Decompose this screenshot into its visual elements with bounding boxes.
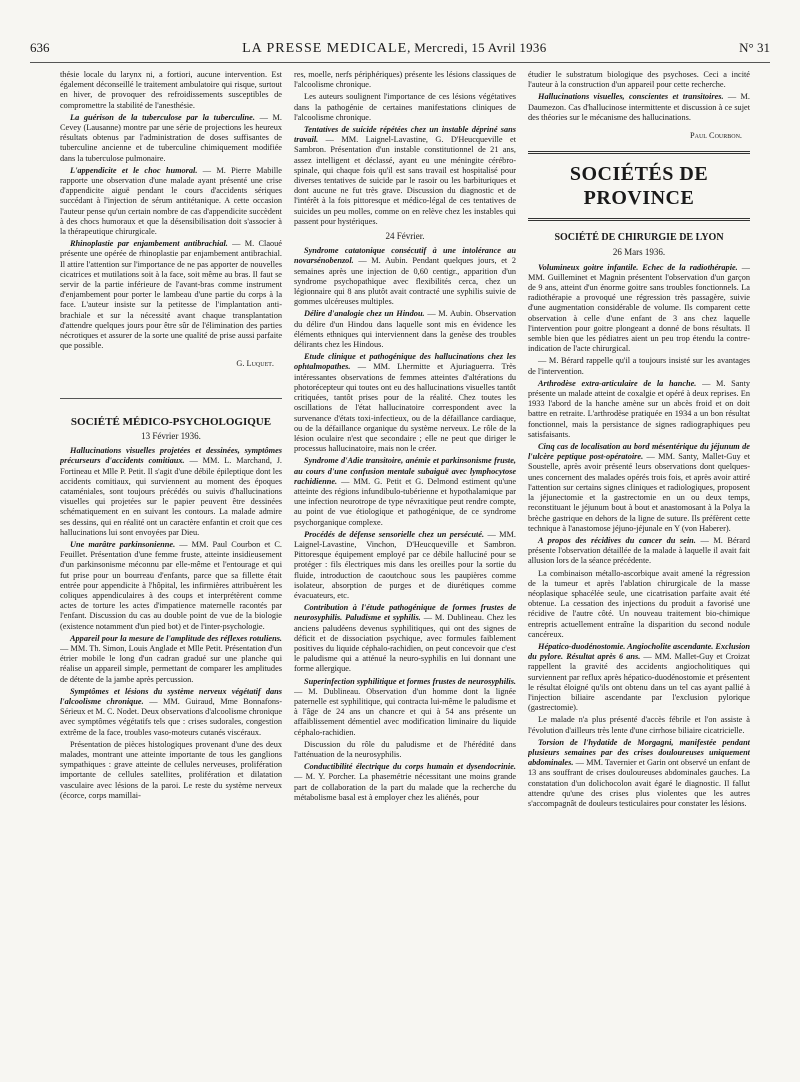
article-text: — MM. Guiraud, Mme Bonnafons-Sérieux et M. C. Nodet. Deux observations d'alcoolisme chronique avec symptômes végétatifs tels que : crises sudorales, congestion extrême de la face, troubles vaso-moteurs cutanés viscéraux. [60, 696, 282, 737]
paragraph: res, moelle, nerfs périphériques) présente les lésions classiques de l'alcoolisme chronique. [294, 70, 516, 90]
article-title: Une marâtre parkinsonienne. [70, 539, 176, 549]
paragraph: — M. Bérard rappelle qu'il a toujours insisté sur les avantages de l'intervention. [528, 356, 750, 376]
signature: Paul Courbon. [690, 131, 742, 141]
article [60, 446, 282, 538]
article [528, 442, 750, 534]
article-text: — MM. G. Petit et G. Delmond estiment qu'une atteinte des régions infundibulo-tubérienne et hypothalamique par une infection neurotrope de type névraxitique peut rendre compte, au point de vue étiologique et pathogénique, de ce syndrome psychorganique complexe. [294, 476, 516, 527]
article-title: La guérison de la tuberculose par la tuberculine. [70, 112, 255, 122]
article-title: A propos des récidives du cancer du sein. [538, 535, 696, 545]
article-text: — MM. Lhermitte et Ajuriaguerra. Très intéressantes observations de femmes atteintes d'altérations du photorécepteur qui toutes ont eu des hallucinations visuelles tantôt critiquées, tantôt prises pour de la réalité. Chez toutes les oscillations de l'état hallucinatoire correspondent avec la survenance d'états toxi-infectieux, ou de la défaillance cardiaque, ou de la défaillance organique du système nerveux. Le rôle de la lésion oculaire n'est que secondaire ; elle ne peut que diriger le processus hallucinatoire, mais non le créer. [294, 362, 516, 454]
article [60, 166, 282, 237]
section-title: SOCIÉTÉ DE CHIRURGIE DE LYON [554, 232, 724, 244]
masthead-center: LA PRESSE MEDICALE, Mercredi, 15 Avril 1936 [242, 40, 547, 56]
article-title: Conductibilité électrique du corps humain et dysendocrinie. [304, 762, 516, 772]
article-title: Appareil pour la mesure de l'amplitude des réflexes rotuliens. [70, 633, 282, 643]
article-title: Délire d'analogie chez un Hindou. [304, 309, 425, 319]
article-text: — M. Pierre Mabille rapporte une observation d'une malade ayant présenté une crise d'appendicite aiguë pendant le cours d'accidents sériques succédant à l'injection de sérum antitétanique. A cette occasion l'auteur pense qu'un certain nombre de cas d'appendicite succèdent à des chocs humoraux et que la désensibilisation doit s'associer à la thérapeutique chirurgicale. [60, 165, 282, 237]
article-text: — MM. Tavernier et Garin ont observé un enfant de 13 ans souffrant de crises douloureuses abdominales gauches. La constatation d'un dolichocolon avait égaré le diagnostic. Il fallut attendre qu'une des crises plus violentes que les autres s'accompagnât de douleurs testiculaires pour constater les lésions. [528, 758, 750, 808]
paragraph: Le malade n'a plus présenté d'accès fébrile et l'on assiste à l'évolution d'ailleurs très lente d'une cirrhose biliaire cicatricielle. [528, 715, 750, 735]
article [60, 239, 282, 351]
article-title: Arthrodèse extra-articulaire de la hanche. [538, 378, 697, 388]
paragraph: Les auteurs soulignent l'importance de ces lésions végétatives dans la pathogénie de certaines manifestations cliniques de l'alcoolisme chronique. [294, 92, 516, 122]
article [294, 762, 516, 803]
article-title: Syndrome d'Adie transitoire, anémie et parkinsonisme fruste, au cours d'une confusion mentale subaiguë avec lymphocytose rachidienne. [294, 456, 516, 486]
article-text: — M. Aubin. Pendant quelques jours, et 2 semaines après une injection de 0,60 centigr., apparition d'un syndrome psychopathique avec flexibilités cerca, chez un légionnaire qui 8 ans plutôt avait contracté une syphilis suivie de gommes ulcéreuses multiples. [294, 256, 516, 307]
article [528, 536, 750, 567]
page-number: 636 [30, 40, 50, 55]
article-title: Cinq cas de localisation au bord mésentérique du jéjunum de l'ulcère peptique post-opératoire. [528, 442, 750, 462]
article [528, 92, 750, 123]
article-text: — MM. Laignel-Lavastine, G. D'Heucqueville et Sambron. Présentation d'un instable constitutionnel de 21 ans, assez intelligent et déclassé, ayant eu une méningite cérébro-spinale, qui chaque fois qu'il est sans travail est hospitalisé pour diverses tentatives de suicide par le rasoir ou les barbituriques et dont aucune ne fut très grave. Discussion du diagnostic et de l'intérêt à la fois pittoresque et médico-légal de ces tentatives de suicides un peu molles, comme on en relève chez les instables qui passent pour hystériques. [294, 135, 516, 226]
article-text: — M. Dublineau. Observation d'un homme dont la lignée paternelle est syphilitique, qui contracta lui-même le paludisme et à l'âge de 24 ans un chancre et qui à 54 ans présente un affaiblissement démentiel avec modification liminaire du liquide céphalo-rachidien. [294, 686, 516, 737]
article [60, 113, 282, 164]
article-title: Etude clinique et pathogénique des hallucinations chez les ophtalmopathes. [294, 352, 516, 372]
article-text: — MM. Santy, Mallet-Guy et Soustelle, après avoir présenté leurs observations dont quelques-unes concernent des malades opérés trois fois, et après avoir attiré l'attention sur certains signes cliniques et radiologiques, proposent la jéjunectomie et la gastrectomie en un ou deux temps, reconstituant le jéjunum bout à bout et anastomosant à la Polya la brèche gastrique en dehors de la ligne de suture. Ils préfèrent cette technique à l'anastomose jéjuno-jéjunale en Y (von Haberer). [528, 452, 750, 533]
article [528, 263, 750, 355]
section-heading: SOCIÉTÉS DE PROVINCE [528, 151, 750, 221]
masthead [30, 40, 770, 63]
article-title: Hallucinations visuelles projetées et dessinées, symptômes précurseurs d'accidents comitiaux. [60, 446, 282, 466]
section-date: 26 Mars 1936. [612, 247, 666, 258]
article-text: — M. Santy présente un malade atteint de coxalgie et opéré à deux reprises. En 1933 l'abord de la hanche amène sur un abcès froid et on doit battre en retraite. L'arthrodèse pratiquée en 1934 a un bon résultat fonctionnel, mais la persistance de signes radiographiques peu satisfaisants. [528, 378, 750, 439]
article [528, 642, 750, 713]
article [294, 530, 516, 601]
article-title: Torsion de l'hydatide de Morgagni, manifestée pendant plusieurs semaines par des crises douloureuses uniquement abdominales. [528, 737, 750, 768]
article-title: L'appendicite et le choc humoral. [70, 165, 198, 175]
article-title: Syndrome catatonique consécutif à une intolérance au novarsénobenzol. [294, 246, 516, 266]
section-title: SOCIÉTÉ MÉDICO-PSYCHOLOGIQUE [60, 398, 282, 427]
article [60, 687, 282, 738]
section-date: 24 Février. [385, 231, 425, 242]
paragraph: étudier le substratum biologique des psychoses. Ceci a incité l'auteur à la construction d'un appareil pour cette recherche. [528, 70, 750, 90]
section-date: 13 Février 1936. [141, 430, 201, 441]
article-title: Contribution à l'étude pathogénique de formes frustes de neurosyphilis. Paludisme et syphilis. [294, 603, 516, 623]
article-text: — MM. Laignel-Lavastine, Vinchon, D'Heucqueville et Sambron. Pittoresque équipement employé par ce débile halluciné pour se protéger : fils électriques mis dans les oreilles pour la sortie du fluide, introduction de caoutchouc sous les paupières comme isolateur, absorption de purges et de diurétiques comme évacuateurs, etc. [294, 529, 516, 600]
issue-number: N° 31 [739, 40, 770, 55]
article-title: Hépatico-duodénostomie. Angiocholite ascendante. Exclusion du pylore. Résultat après 6 ans. [528, 641, 750, 662]
paragraph: La combinaison métallo-ascorbique avait amené la régression de la tumeur et après l'ablation chirurgicale de la masse néoplasique sphacélée seule, une cicatrisation parfaite avait été obtenue. La cessation des injections du produit a favorisé une récidive de l'autre côté. Un nouveau traitement bio-chimique entrepris actuellement entraîne la disparition du second nodule cancéreux. [528, 568, 750, 639]
column-3 [528, 70, 750, 1070]
article [528, 379, 750, 440]
paragraph: Discussion du rôle du paludisme et de l'hérédité dans l'atténuation de la neurosyphilis. [294, 739, 516, 759]
article [294, 309, 516, 350]
column-1 [60, 70, 282, 1070]
article-text: — MM. Mallet-Guy et Croizat rappellent la gravité des accidents angiocholitiques qui surviennent par reflux après hépatico-duodénostomie et présentent le résultat éloigné qu'ils ont obtenu dans un tel cas ayant pallié à l'injection biliaire ascendante par l'exclusion pylorique (gastrectomie). [528, 652, 750, 713]
article-title: Hallucinations visuelles, conscientes et transitoires. [538, 92, 724, 102]
article-columns [60, 70, 750, 1070]
column-2 [294, 70, 516, 1070]
article [528, 738, 750, 809]
article-text: — MM. Guilleminet et Magnin présentent l'observation d'un garçon de 9 ans, atteint d'un énorme goitre sans troubles fonctionnels. La radiothérapie a provoqué une régression très passagère, suivie d'une augmentation considérable de volume. Ils comparent cette observation à celle d'une enfant de 3 ans chez laquelle l'intervention pour goitre plongeant a donné de bons résultats. Il semble bien que les pédiatres aient un peu trop étendu la contre-indication de l'acte chirurgical. [528, 262, 750, 354]
paragraph: Présentation de pièces histologiques provenant d'une des deux malades, montrant une atteinte importante de tous les ganglions sympathiques : grave atteinte de cellules nerveuses, prolifération importante de cellules satellites, prolifération et dilatation vasculaire avec lésions de la paroi. Le reste du système nerveux (écorce, corps mamillai- [60, 739, 282, 800]
article [294, 603, 516, 674]
signature: G. Luquet. [236, 359, 274, 369]
article-text: — MM. Th. Simon, Louis Anglade et Mlle Petit. Présentation d'un étrier mobile le long d'un cadran gradué sur une planche qui réalise un appareil simple, permettant de comparer les amplitudes de détente de la jambe après percussion. [60, 643, 282, 684]
article-text: — M. Aubin. Observation du délire d'un Hindou dans laquelle sont mis en évidence les éléments ethniques qui interviennent dans la genèse des troubles délirants chez les Hindous. [294, 309, 516, 350]
article-text: — M. Claoué présente une opérée de rhinoplastie par enjambement antibrachial. Il attire l'attention sur l'importance de ne pas apporter de nouvelles cicatrices et mutilations soit à la face, soit même au bras. Il faut se servir de la partie inférieure de l'avant-bras comme instrument d'enjambement pour porter le lambeau d'une partie du corps à la face. L'auteur insiste sur la petitesse de l'implantation anti-brachiale et sur la nécessité avant chaque transplantation d'attendre quelques jours pour être sûr de l'élimination des parties nécrotiques et assurer de la sorte une qualité de prise aussi parfaite que possible. [60, 239, 282, 351]
article-title: Procédés de défense sensorielle chez un persécuté. [304, 529, 485, 539]
article [294, 677, 516, 738]
article-text: — M. Daumezon. Cas d'hallucinose intermittente et discussion à ce sujet des théories sur le mécanisme des hallucinations. [528, 92, 750, 122]
article [60, 540, 282, 632]
article-text: — M. Cevey (Lausanne) montre par une série de projections les heureux résultats obtenus par l'administration de doses suffisantes de tuberculine ancienne et de tuberculine chimiquement modifiée dans la tuberculose pulmonaire. [60, 112, 282, 163]
article [294, 246, 516, 307]
article-text: — MM. Paul Courbon et C. Feuillet. Présentation d'une femme fruste, atteinte insidieusement d'un parkinsonisme méconnu par elle-même et l'entourage et qui fut prise pour un bourreau d'enfants, parce que sa fillette était entrée pour appendicite à l'hôpital, les infirmières attribuèrent les coliques appendiculaires à des coups et interprétèrent comme actes de torture les actes d'impatience maternelle racontés par l'enfant. Discussion du cas au double point de vue de la biologie (existence notamment d'un pied bot) et de l'inter-psychologie. [60, 539, 282, 631]
article-title: Tentatives de suicide répétées chez un instable dépriné sans travail. [294, 125, 516, 145]
article-title: Superinfection syphilitique et formes frustes de neurosyphilis. [304, 676, 516, 686]
article [294, 125, 516, 227]
paragraph: thésie locale du larynx ni, a fortiori, aucune intervention. Est également déconseillé le traitement ambulatoire qui risque, surtout en hiver, de provoquer des refroidissements susceptibles de compromettre la stabilité de l'anesthésie. [60, 70, 282, 110]
issue-date: Mercredi, 15 Avril 1936 [414, 40, 547, 55]
article-title: Volumineux goitre infantile. Echec de la radiothérapie. [538, 262, 738, 272]
journal-name: LA PRESSE MEDICALE [242, 41, 408, 56]
article-text: — MM. L. Marchand, J. Fortineau et Mlle P. Petit. Il s'agit d'une débile épileptique dont les accidents comitiaux, qui surviennent au moment des époques cataméniales, sont toujours précédés ou suivis d'hallucinations visuelles qui projetées sur le papier peuvent être dessinées schématiquement en en suivant les contours. La malade admire ses dessins, qui en réalité ont un caractère enfantin et croit que ces hallucinations lui sont envoyées par Dieu. [60, 456, 282, 537]
article [294, 352, 516, 454]
article [60, 634, 282, 685]
article [294, 456, 516, 527]
article-title: Rhinoplastie par enjambement antibrachial. [70, 239, 228, 249]
article-text: — M. Dublineau. Chez les anciens paludéens devenus syphilitiques, qui ont des signes de déficit et de dissociation psychique, avec formules faiblement positives du liquide céphalo-rachidien, on peut concevoir que c'est le paludisme qui a atténué la neuro-syphilis en lui donnant une forme allergique. [294, 613, 516, 674]
article-title: Symptômes et lésions du système nerveux végétatif dans l'alcoolisme chronique. [60, 686, 282, 706]
article-text: — M. Y. Porcher. La phasemétrie nécessitant une moins grande part de collaboration de la part du malade que la recherche du métabolisme basal est à employer chez les aliénés, pour [294, 772, 516, 802]
article-text: — M. Bérard présente l'observation détaillée de la malade à laquelle il avait fait allusion lors de la séance précédente. [528, 535, 750, 566]
